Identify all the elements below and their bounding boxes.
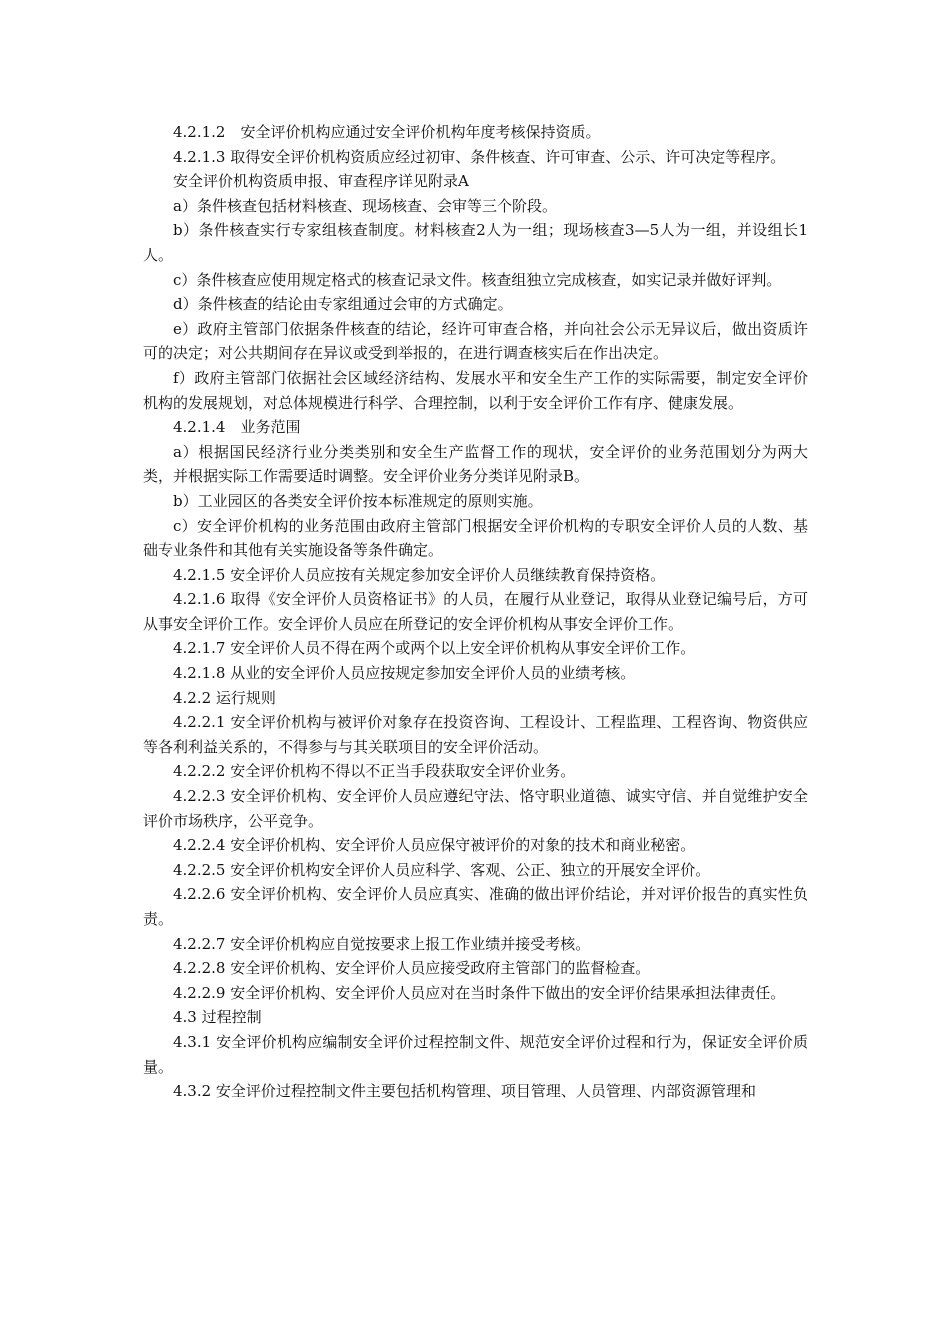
paragraph-4-2-2-2: 4.2.2.2 安全评价机构不得以不正当手段获取安全评价业务。: [173, 762, 576, 781]
paragraph-4-2-1-7: 4.2.1.7 安全评价人员不得在两个或两个以上安全评价机构从事安全评价工作。: [173, 639, 696, 658]
paragraph-appendix-a-note: 安全评价机构资质申报、审查程序详见附录A: [173, 172, 469, 191]
paragraph-4-3-2: 4.3.2 安全评价过程控制文件主要包括机构管理、项目管理、人员管理、内部资源管理和: [173, 1082, 756, 1101]
paragraph-4-2-2-4: 4.2.2.4 安全评价机构、安全评价人员应保守被评价的对象的技术和商业秘密。: [173, 836, 696, 855]
paragraph-item-e: e）政府主管部门依据条件核查的结论，经许可审查合格，并向社会公示无异议后，做出资质许可的决定；对公共期间存在异议或受到举报的，在进行调查核实后在作出决定。: [143, 319, 808, 363]
paragraph-4-2-2-7: 4.2.2.7 安全评价机构应自觉按要求上报工作业绩并接受考核。: [173, 934, 591, 953]
paragraph-item-c: c）条件核查应使用规定格式的核查记录文件。核查组独立完成核查，如实记录并做好评判。: [173, 270, 782, 289]
paragraph-4-2-1-3: 4.2.1.3 取得安全评价机构资质应经过初审、条件核查、许可审查、公示、许可决定等程序。: [173, 147, 786, 166]
paragraph-item-b: b）条件核查实行专家组核查制度。材料核查2人为一组；现场核查3—5人为一组，并设组长1人。: [143, 221, 808, 264]
paragraph-item-a: a）条件核查包括材料核查、现场核查、会审等三个阶段。: [173, 196, 557, 215]
paragraph-4-2-2-3: 4.2.2.3 安全评价机构、安全评价人员应遵纪守法、恪守职业道德、诚实守信、并自觉维护安全评价市场秩序，公平竞争。: [143, 787, 808, 830]
paragraph-4-2-1-6: 4.2.1.6 取得《安全评价人员资格证书》的人员，在履行从业登记，取得从业登记编号后，方可从事安全评价工作。安全评价人员应在所登记的安全评价机构从事安全评价工作。: [143, 590, 808, 633]
paragraph-4-2-2-1: 4.2.2.1 安全评价机构与被评价对象存在投资咨询、工程设计、工程监理、工程咨询、物资供应等各利利益关系的，不得参与与其关联项目的安全评价活动。: [143, 713, 808, 756]
paragraph-item-f: f）政府主管部门依据社会区域经济结构、发展水平和安全生产工作的实际需要，制定安全评价机构的发展规划，对总体规模进行科学、合理控制，以利于安全评价工作有序、健康发展。: [143, 368, 808, 412]
section-heading-4-2-2: 4.2.2 运行规则: [173, 688, 276, 707]
paragraph-4-3-1: 4.3.1 安全评价机构应编制安全评价过程控制文件、规范安全评价过程和行为，保证安全评价质量。: [143, 1032, 808, 1076]
paragraph-4-2-1-5: 4.2.1.5 安全评价人员应按有关规定参加安全评价人员继续教育保持资格。: [173, 565, 666, 584]
paragraph-scope-b: b）工业园区的各类安全评价按本标准规定的原则实施。: [173, 491, 543, 510]
paragraph-scope-c: c）安全评价机构的业务范围由政府主管部门根据安全评价机构的专职安全评价人员的人数、基础专业条件和其他有关实施设备等条件确定。: [143, 516, 808, 560]
paragraph-4-2-2-6: 4.2.2.6 安全评价机构、安全评价人员应真实、准确的做出评价结论，并对评价报告的真实性负责。: [143, 885, 808, 928]
paragraph-4-2-2-8: 4.2.2.8 安全评价机构、安全评价人员应接受政府主管部门的监督检查。: [173, 959, 651, 978]
paragraph-4-2-2-9: 4.2.2.9 安全评价机构、安全评价人员应对在当时条件下做出的安全评价结果承担法律责任。: [173, 983, 786, 1002]
document-body: [143, 120, 808, 1104]
section-heading-4-2-1-4: 4.2.1.4 业务范围: [173, 418, 301, 437]
paragraph-scope-a: a）根据国民经济行业分类类别和安全生产监督工作的现状，安全评价的业务范围划分为两大类，并根据实际工作需要适时调整。安全评价业务分类详见附录B。: [143, 442, 808, 486]
paragraph-4-2-1-8: 4.2.1.8 从业的安全评价人员应按规定参加安全评价人员的业绩考核。: [173, 664, 636, 683]
paragraph-item-d: d）条件核查的结论由专家组通过会审的方式确定。: [173, 295, 513, 314]
paragraph-4-2-1-2: 4.2.1.2 安全评价机构应通过安全评价机构年度考核保持资质。: [173, 123, 601, 141]
section-heading-4-3: 4.3 过程控制: [173, 1008, 262, 1027]
paragraph-4-2-2-5: 4.2.2.5 安全评价机构安全评价人员应科学、客观、公正、独立的开展安全评价。: [173, 860, 711, 879]
